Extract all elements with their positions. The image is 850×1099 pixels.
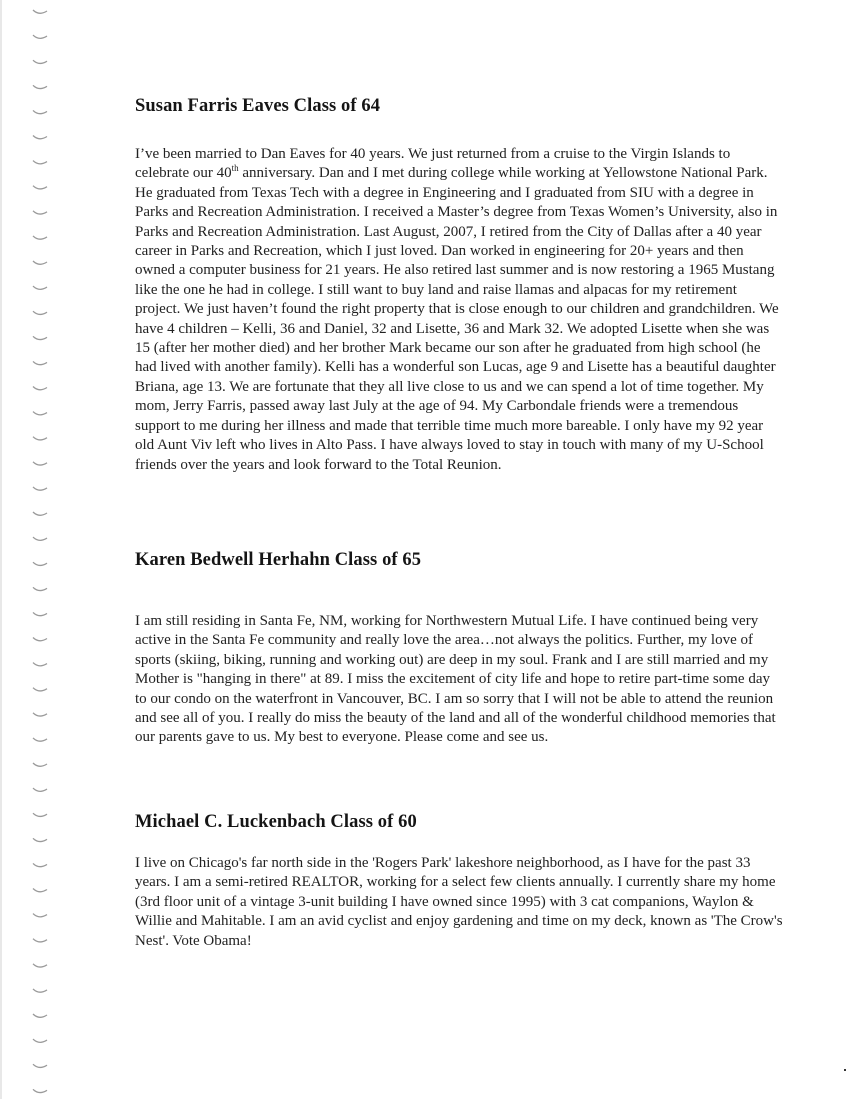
paragraph-text-end: anniversary. Dan and I met during college while working at Yellowstone National Park. He graduated from Texas Tech with a degree in Engineering and I graduated from SIU with a degree in Parks and Recreation Administration. I received a Master’s degree from Texas Women’s University, also in Parks and Recreation Administration. Last August, 2007, I retired from the City of Dallas after a 40 year career in Parks and Recreation, which I just loved. Dan worked in engineering for 20+ years and then owned a computer business for 21 years. He also retired last summer and is now restoring a 1965 Mustang like the one he had in college. I still want to buy land and raise llamas and alpacas for my retirement project. We just haven’t found the right property that is close enough to our children and grandchildren. We have 4 children – Kelli, 36 and Daniel, 32 and Lisette, 36 and Mark 32. We adopted Lisette when she was 15 (after her mother died) and her brother Mark became our son after he graduated from high school (he had lived with another family). Kelli has a wonderful son Lucas, age 9 and Lisette has a beautiful daughter Briana, age 13. We are fortunate that they all live close to us and we can spend a lot of time together. My mom, Jerry Farris, passed away last July at the age of 94. My Carbondale friends were a tremendous support to me during her illness and made that terrible time much more bareable. I only have my 92 year old Aunt Viv left who lives in Alto Pass. I have always loved to stay in touch with many of my U-School friends over the years and look forward to the Total Reunion. [135,165,779,473]
binder-hole-mark [33,1064,47,1067]
binder-hole-mark [33,186,47,189]
binder-hole-mark [33,462,47,465]
binder-hole-mark [33,713,47,716]
binder-hole-mark [33,1089,47,1092]
binder-hole-mark [33,537,47,540]
binder-hole-mark [33,85,47,88]
entry-heading: Karen Bedwell Herhahn Class of 65 [135,550,422,570]
entry-paragraph: I live on Chicago's far north side in the 'Rogers Park' lakeshore neighborhood, as I have for the past 33 years. I am a semi-retired REALTOR, working for a select few clients annually. I currently share my home (3rd floor unit of a vintage 3-unit building I have owned since 1995) with 3 cat companions, Waylon & Willie and Mahitable. I am an avid cyclist and enjoy gardening and time on my deck, known as 'The Crow's Nest'. Vote Obama! [135,855,783,949]
binder-hole-mark [33,638,47,641]
binder-hole-mark [33,412,47,415]
binder-hole-mark [33,487,47,490]
entry-michael-luckenbach [135,812,785,951]
binder-hole-mark [33,889,47,892]
binder-hole-mark [33,939,47,942]
binder-hole-mark [33,110,47,113]
binder-hole-mark [33,989,47,992]
binder-hole-mark [33,1014,47,1017]
binder-hole-mark [33,964,47,967]
binder-hole-mark [33,688,47,691]
entry-heading: Michael C. Luckenbach Class of 60 [135,812,417,832]
binder-hole-mark [33,838,47,841]
entry-karen-bedwell-herhahn [135,550,785,748]
binder-hole-mark [33,587,47,590]
binder-hole-mark [33,612,47,615]
binder-hole-mark [33,361,47,364]
entry-paragraph: I am still residing in Santa Fe, NM, working for Northwestern Mutual Life. I have continued being very active in the Santa Fe community and really love the area…not always the politics. Further, my love of sports (skiing, biking, running and working out) are deep in my soul. Frank and I are still married and my Mother is "hanging in there" at 89. I miss the excitement of city life and hope to retire part-time some day to our condo on the waterfront in Vancouver, BC. I am so sorry that I will not be able to attend the reunion and see all of you. I really do miss the beauty of the land and all of the wonderful childhood memories that our parents gave to us. My best to everyone. Please come and see us. [135,613,776,746]
binder-hole-mark [33,562,47,565]
binder-hole-mark [33,10,47,13]
binder-hole-mark [33,1039,47,1042]
binder-hole-marks [30,0,50,1099]
ordinal-superscript: th [231,163,239,174]
binder-hole-mark [33,161,47,164]
binder-hole-mark [33,788,47,791]
binder-hole-mark [33,236,47,239]
binder-hole-mark [33,763,47,766]
binder-hole-mark [33,437,47,440]
binder-hole-mark [33,738,47,741]
binder-hole-mark [33,336,47,339]
binder-hole-mark [33,211,47,214]
binder-hole-mark [33,863,47,866]
entry-heading: Susan Farris Eaves Class of 64 [135,96,381,116]
binder-hole-mark [33,35,47,38]
binder-hole-mark [33,136,47,139]
entry-paragraph [135,145,785,475]
page-edge [0,0,2,1099]
entry-susan-farris-eaves [135,96,785,475]
binder-hole-mark [33,261,47,264]
binder-hole-mark [33,311,47,314]
binder-hole-mark [33,387,47,390]
binder-hole-mark [33,914,47,917]
scan-speck [844,1069,846,1071]
binder-hole-mark [33,60,47,63]
paragraph-text-start: I’ve been married to Dan Eaves for 40 years. We just returned from a cruise to the Virgin Islands to celebrate our 40 [135,146,731,182]
binder-hole-mark [33,813,47,816]
binder-hole-mark [33,663,47,666]
binder-hole-mark [33,512,47,515]
binder-hole-mark [33,286,47,289]
